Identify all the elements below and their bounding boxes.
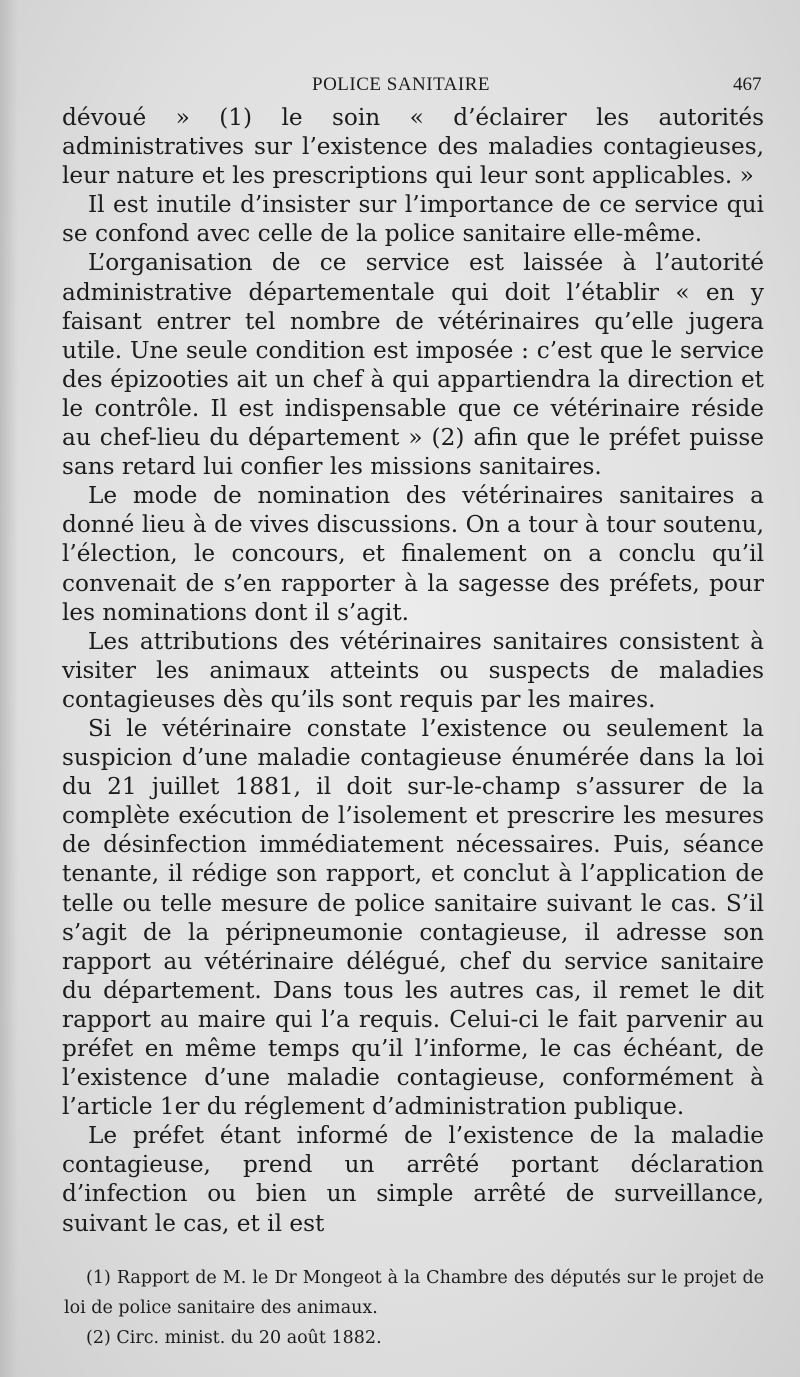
footnote: (2) Circ. minist. du 20 août 1882.	[86, 1328, 382, 1348]
paragraph: Le préfet étant informé de l’existence de la maladie contagieuse, prend un arrêté portant déclaration d’infection ou bien un simple arrêté de surveillance, suivant le cas, et il est	[62, 1122, 764, 1237]
paragraph: Le mode de nomination des vétérinaires sanitaires a donné lieu à de vives discussions. On a tour à tour soutenu, l’élection, le concours, et finalement on a conclu qu’il convenait de s’en rapporter à la sagesse des préfets, pour les nominations dont il s’agit.	[62, 482, 764, 626]
paragraph: L’organisation de ce service est laissée à l’autorité administrative départementale qui doit l’établir « en y faisant entrer tel nombre de vétérinaires qu’elle jugera utile. Une seule condition est imposée : c’est que le service des épizooties ait un chef à qui appartiendra la direction et le contrôle. Il est indispensable que ce vétérinaire réside au chef-lieu du département » (2) afin que le préfet puisse sans retard lui confier les missions sanitaires.	[62, 249, 764, 481]
page-number: 467	[733, 74, 762, 95]
paragraph: Il est inutile d’insister sur l’importance de ce service qui se confond avec celle de la police sanitaire elle-même.	[62, 191, 764, 248]
paragraph: Si le vétérinaire constate l’existence ou seulement la suspicion d’une maladie contagieuse énumérée dans la loi du 21 juillet 1881, il doit sur-le-champ s’assurer de la complète exécution de l’isolement et prescrire les mesures de désinfection immédiatement nécessaires. Puis, séance tenante, il rédige son rapport, et conclut à l’application de telle ou telle mesure de police sanitaire suivant le cas. S’il s’agit de la péripneumonie contagieuse, il adresse son rapport au vétérinaire délégué, chef du service sanitaire du département. Dans tous les autres cas, il remet le dit rapport au maire qui l’a requis. Celui-ci le fait parvenir au préfet en même temps qu’il l’informe, le cas échéant, de l’existence d’une maladie contagieuse, conformément à l’article 1er du réglement d’administration publique.	[62, 714, 764, 1121]
paragraph: Les attributions des vétérinaires sanitaires consistent à visiter les animaux atteints ou suspects de maladies contagieuses dès qu’ils sont requis par les maires.	[62, 627, 764, 713]
body-text	[62, 103, 764, 1238]
footnotes	[64, 1263, 764, 1353]
paragraph-continued: dévoué » (1) le soin « d’éclairer les autorités administratives sur l’existence des maladies contagieuses, leur nature et les prescriptions qui leur sont applicables. »	[62, 104, 764, 190]
page-header	[0, 72, 800, 102]
footnote: (1) Rapport de M. le Dr Mongeot à la Chambre des députés sur le projet de loi de police sanitaire des animaux.	[64, 1268, 764, 1318]
running-head: POLICE SANITAIRE	[312, 74, 490, 95]
